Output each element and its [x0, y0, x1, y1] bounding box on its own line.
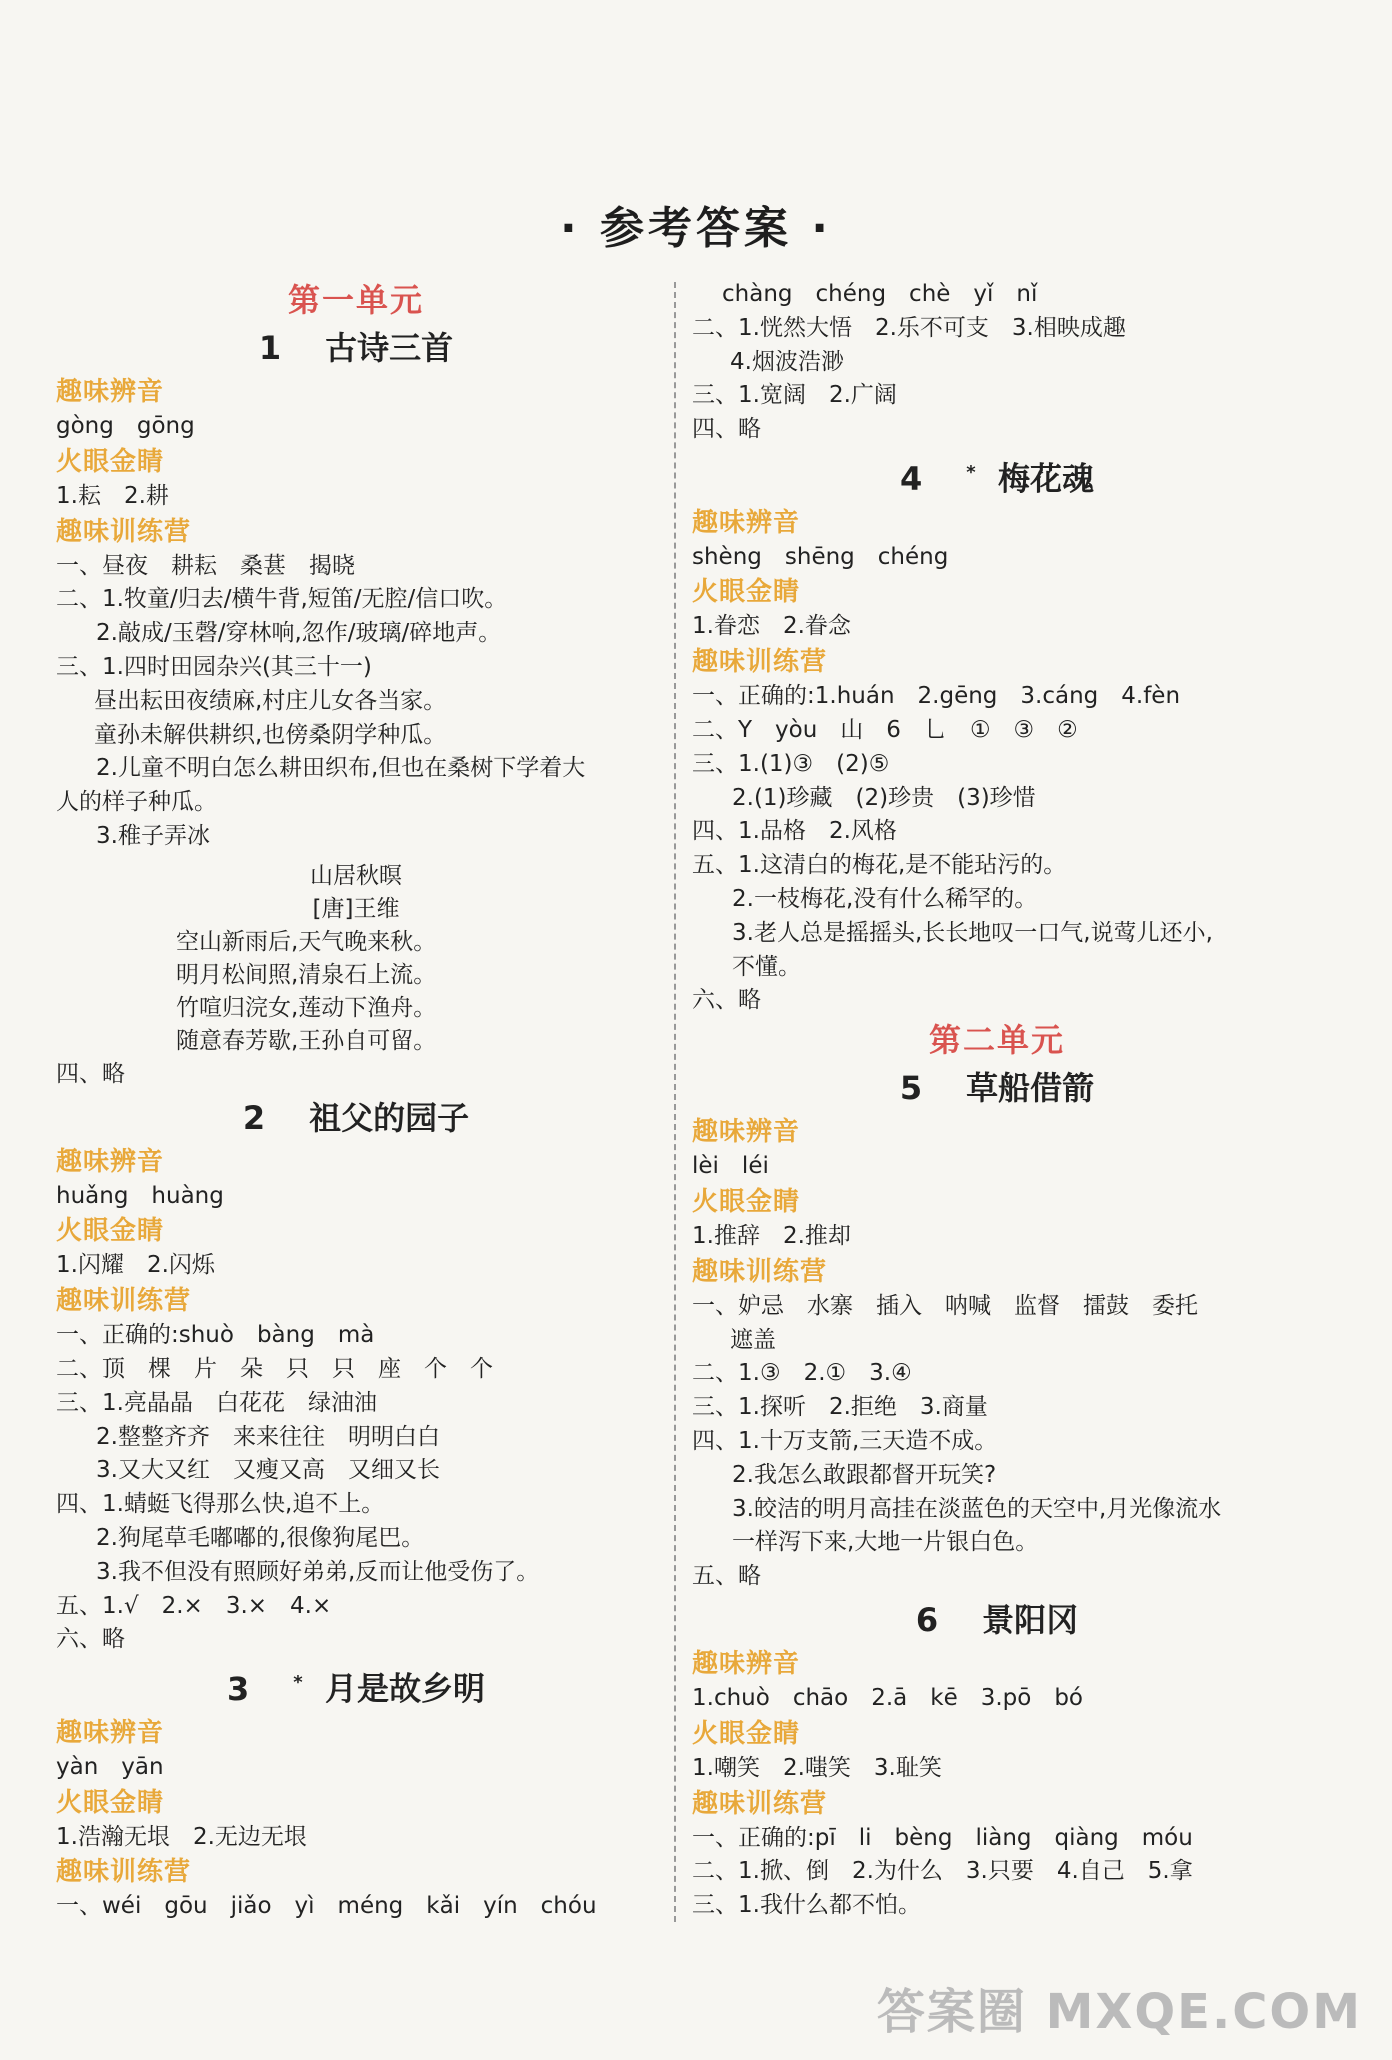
answer-line: 五、1.这清白的梅花,是不能玷污的。 [692, 852, 1067, 879]
answer-line: 四、1.十万支箭,三天造不成。 [692, 1427, 998, 1454]
right-column [692, 278, 1302, 1923]
answer-line: 童孙未解供耕织,也傍桑阴学种瓜。 [94, 721, 447, 748]
answer-line: 1.嘲笑 2.嗤笑 3.耻笑 [692, 1754, 942, 1781]
answer-line: 3.皎洁的明月高挂在淡蓝色的天空中,月光像流水 [732, 1495, 1222, 1522]
answer-line: huǎng huàng [56, 1182, 224, 1209]
page-title: · 参考答案 · [559, 203, 833, 254]
tag-pinyin: 趣味辨音 [692, 507, 801, 538]
tag-training: 趣味训练营 [56, 1286, 192, 1317]
answer-line: 3.又大又红 又瘦又高 又细又长 [96, 1457, 440, 1484]
tag-training: 趣味训练营 [692, 1256, 828, 1287]
answer-line: 四、1.品格 2.风格 [692, 818, 897, 845]
lesson-5-title: 5 草船借箭 [899, 1069, 1095, 1108]
answer-line: 2.敲成/玉磬/穿林响,忽作/玻璃/碎地声。 [96, 620, 502, 647]
tag-sharp-eye: 火眼金睛 [692, 1718, 801, 1749]
answer-line: 一样泻下来,大地一片银白色。 [732, 1529, 1039, 1556]
answer-line: chàng chéng chè yǐ nǐ [722, 281, 1038, 307]
tag-sharp-eye: 火眼金睛 [56, 446, 165, 477]
answer-line: 1.浩瀚无垠 2.无边无垠 [56, 1823, 307, 1850]
watermark-logo: 答案圈 MXQE.COM [876, 1984, 1362, 2040]
tag-sharp-eye: 火眼金睛 [56, 1216, 165, 1247]
answer-line: 1.耘 2.耕 [56, 482, 169, 509]
answer-line: 三、1.四时田园杂兴(其三十一) [56, 653, 372, 680]
answer-line: 1.眷恋 2.眷念 [692, 613, 851, 640]
answer-line: shèng shēng chéng [692, 543, 949, 570]
tag-sharp-eye: 火眼金睛 [692, 577, 801, 608]
answer-line: 2.整整齐齐 来来往往 明明白白 [96, 1423, 440, 1450]
tag-sharp-eye: 火眼金睛 [56, 1787, 165, 1818]
tag-training: 趣味训练营 [692, 647, 828, 678]
answer-line: 二、1.恍然大悟 2.乐不可支 3.相映成趣 [692, 314, 1126, 341]
poem-line: 空山新雨后,天气晚来秋。 [176, 928, 437, 955]
left-column [56, 278, 656, 1924]
answer-line: 昼出耘田夜绩麻,村庄儿女各当家。 [94, 687, 447, 714]
tag-training: 趣味训练营 [56, 516, 192, 547]
answer-line: 二、1.掀、倒 2.为什么 3.只要 4.自己 5.拿 [692, 1858, 1193, 1885]
answer-line: 4.烟波浩渺 [730, 348, 844, 375]
answer-line: 1.闪耀 2.闪烁 [56, 1252, 215, 1279]
answer-line: 1.推辞 2.推却 [692, 1223, 851, 1249]
answer-line: 五、1.√ 2.× 3.× 4.× [56, 1592, 332, 1619]
answer-line: 四、略 [56, 1060, 125, 1087]
answer-line: 三、1.我什么都不怕。 [692, 1892, 921, 1919]
answer-line: 一、正确的:shuò bàng mà [56, 1322, 375, 1349]
answer-line: 1.chuò chāo 2.ā kē 3.pō bó [692, 1684, 1083, 1711]
answer-line: 三、1.(1)③ (2)⑤ [692, 750, 890, 777]
answer-line: yàn yān [56, 1753, 164, 1780]
tag-pinyin: 趣味辨音 [692, 1117, 801, 1148]
answer-line: gòng gōng [56, 413, 195, 439]
answer-line: 一、妒忌 水寨 插入 呐喊 监督 擂鼓 委托 [692, 1292, 1198, 1319]
tag-training: 趣味训练营 [56, 1857, 192, 1888]
answer-line: 一、wéi gōu jiǎo yì méng kǎi yín chóu [56, 1893, 597, 1920]
column-divider [674, 282, 676, 1922]
answer-line: 人的样子种瓜。 [56, 789, 217, 816]
answer-line: 二、顶 棵 片 朵 只 只 座 个 个 [56, 1355, 493, 1382]
answer-line: 四、略 [692, 416, 761, 443]
answer-line: 不懂。 [732, 953, 801, 980]
answer-line: 2.我怎么敢跟都督开玩笑? [732, 1461, 997, 1488]
tag-pinyin: 趣味辨音 [56, 1717, 165, 1748]
answer-line: 2.(1)珍藏 (2)珍贵 (3)珍惜 [732, 784, 1036, 811]
answer-line: 遮盖 [730, 1326, 776, 1353]
answer-line: 二、1.牧童/归去/横牛背,短笛/无腔/信口吹。 [56, 586, 508, 613]
poem-line: 明月松间照,清泉石上流。 [176, 961, 437, 988]
answer-line: 3.老人总是摇摇头,长长地叹一口气,说莺儿还小, [732, 919, 1213, 946]
answer-line: 三、1.宽阔 2.广阔 [692, 382, 897, 409]
unit-heading-2: 第二单元 [928, 1021, 1065, 1060]
tag-sharp-eye: 火眼金睛 [692, 1187, 801, 1217]
answer-line: 3.稚子弄冰 [96, 822, 210, 849]
lesson-3-title: 3 * 月是故乡明 [227, 1669, 485, 1708]
answer-line: 三、1.探听 2.拒绝 3.商量 [692, 1394, 988, 1421]
poem-line: 随意春芳歇,王孙自可留。 [176, 1027, 437, 1054]
poem-author: [唐]王维 [312, 895, 400, 922]
poem-title: 山居秋暝 [310, 862, 402, 889]
answer-line: 二、Y yòu 山 6 乚 ① ③ ② [692, 717, 1078, 744]
answer-line: 四、1.蜻蜓飞得那么快,追不上。 [56, 1491, 385, 1518]
answer-line: 三、1.亮晶晶 白花花 绿油油 [56, 1389, 377, 1416]
poem-line: 竹喧归浣女,莲动下渔舟。 [176, 994, 437, 1021]
answer-line: 一、昼夜 耕耘 桑葚 揭晓 [56, 552, 355, 579]
tag-training: 趣味训练营 [692, 1788, 828, 1819]
tag-pinyin: 趣味辨音 [56, 1146, 165, 1177]
answer-line: 2.一枝梅花,没有什么稀罕的。 [732, 886, 1038, 913]
answer-line: 六、略 [692, 987, 761, 1014]
tag-pinyin: 趣味辨音 [56, 377, 165, 407]
lesson-1-title: 1 古诗三首 [258, 329, 454, 367]
answer-line: lèi léi [692, 1153, 769, 1180]
answer-line: 2.狗尾草毛嘟嘟的,很像狗尾巴。 [96, 1524, 425, 1551]
answer-line: 2.儿童不明白怎么耕田织布,但也在桑树下学着大 [96, 755, 586, 782]
lesson-6-title: 6 景阳冈 [915, 1600, 1079, 1639]
lesson-2-title: 2 祖父的园子 [242, 1098, 470, 1137]
tag-pinyin: 趣味辨音 [692, 1648, 801, 1679]
answer-line: 一、正确的:pī li bèng liàng qiàng móu [692, 1824, 1193, 1851]
lesson-4-title: 4 * 梅花魂 [900, 459, 1094, 498]
answer-line: 3.我不但没有照顾好弟弟,反而让他受伤了。 [96, 1558, 540, 1585]
answer-line: 六、略 [56, 1626, 125, 1653]
unit-heading-1: 第一单元 [287, 281, 424, 319]
answer-line: 二、1.③ 2.① 3.④ [692, 1360, 912, 1387]
answer-line: 五、略 [692, 1563, 761, 1590]
answer-line: 一、正确的:1.huán 2.gēng 3.cáng 4.fèn [692, 683, 1181, 710]
